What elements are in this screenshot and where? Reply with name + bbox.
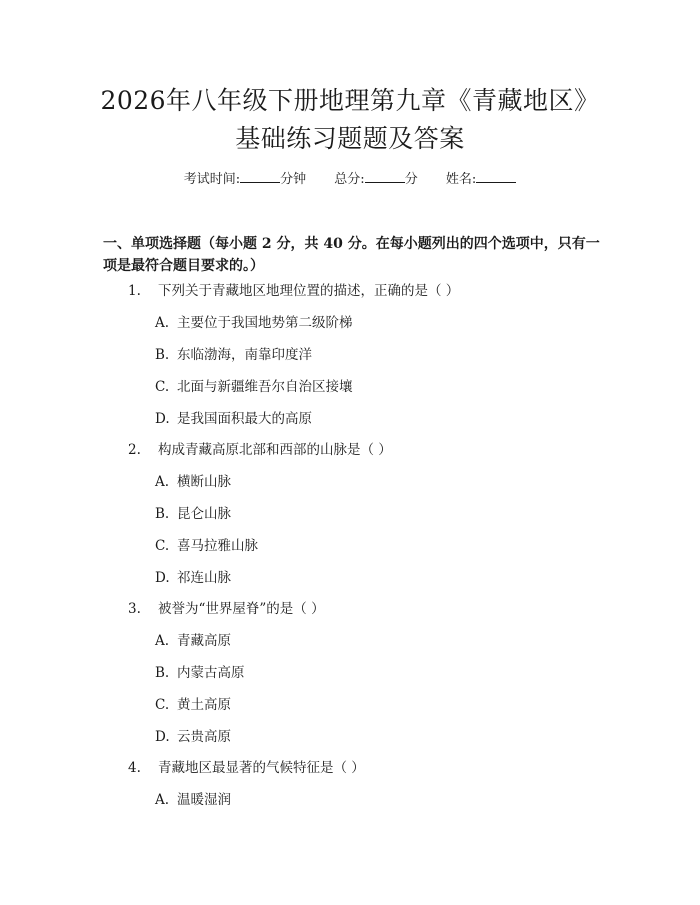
question-1-option-c — [155, 378, 353, 396]
option-text: 横断山脉 — [177, 474, 231, 490]
question-3-option-c — [155, 696, 231, 714]
exam-meta-row — [0, 170, 700, 189]
document-title-line1: 2026年八年级下册地理第九章《青藏地区》 — [100, 86, 600, 115]
question-1-option-d — [155, 410, 312, 428]
question-text: 被誉为“世界屋脊”的是（ ） — [158, 601, 325, 617]
option-text: 青藏高原 — [177, 633, 231, 649]
question-3 — [128, 600, 325, 618]
question-number: 2. — [128, 442, 141, 458]
option-text: 是我国面积最大的高原 — [177, 411, 312, 427]
option-text: 黄土高原 — [177, 697, 231, 713]
question-3-option-b — [155, 664, 245, 682]
question-4 — [128, 759, 365, 777]
exam-time-unit: 分钟 — [280, 172, 307, 187]
question-1 — [128, 282, 459, 300]
option-text: 喜马拉雅山脉 — [177, 538, 258, 554]
option-letter: A. — [155, 474, 170, 490]
total-score-label: 总分: — [334, 172, 365, 187]
option-letter: D. — [155, 570, 170, 586]
option-letter: B. — [155, 506, 170, 522]
question-text: 下列关于青藏地区地理位置的描述，正确的是（ ） — [158, 283, 460, 299]
student-name-label: 姓名: — [445, 172, 477, 187]
question-3-option-a — [155, 632, 231, 650]
option-text: 内蒙古高原 — [177, 665, 245, 681]
option-letter: D. — [155, 411, 170, 427]
total-score-blank — [365, 170, 405, 183]
question-text: 构成青藏高原北部和西部的山脉是（ ） — [158, 442, 392, 458]
option-letter: A. — [155, 792, 170, 808]
total-score-unit: 分 — [404, 172, 418, 187]
option-letter: B. — [155, 665, 170, 681]
question-number: 4. — [128, 760, 141, 776]
question-2-option-c — [155, 537, 258, 555]
option-text: 温暖湿润 — [177, 792, 231, 808]
option-letter: D. — [155, 729, 170, 745]
option-text: 东临渤海，南靠印度洋 — [177, 347, 312, 363]
exam-time-blank — [240, 170, 280, 183]
question-2-option-b — [155, 505, 231, 523]
question-2 — [128, 441, 392, 459]
option-letter: C. — [155, 538, 170, 554]
student-name-field — [446, 170, 516, 189]
question-number: 1. — [128, 283, 141, 299]
option-letter: B. — [155, 347, 170, 363]
question-2-option-d — [155, 569, 231, 587]
question-1-option-a — [155, 314, 353, 332]
section-heading: 一、单项选择题（每小题 2 分，共 40 分。在每小题列出的四个选项中，只有一项是最符合题目要求的。） — [103, 236, 600, 274]
option-text: 主要位于我国地势第二级阶梯 — [177, 315, 353, 331]
question-2-option-a — [155, 473, 231, 491]
question-4-option-a — [155, 791, 231, 809]
option-text: 云贵高原 — [177, 729, 231, 745]
option-letter: C. — [155, 379, 170, 395]
option-letter: A. — [155, 633, 170, 649]
question-3-option-d — [155, 728, 231, 746]
option-text: 祁连山脉 — [177, 570, 231, 586]
student-name-blank — [476, 170, 516, 183]
document-title-line2: 基础练习题题及答案 — [235, 124, 465, 153]
exam-time-field — [184, 170, 306, 189]
option-text: 北面与新疆维吾尔自治区接壤 — [177, 379, 353, 395]
question-text: 青藏地区最显著的气候特征是（ ） — [158, 760, 365, 776]
option-letter: A. — [155, 315, 170, 331]
question-1-option-b — [155, 346, 312, 364]
total-score-field — [334, 170, 417, 189]
question-number: 3. — [128, 601, 141, 617]
option-text: 昆仑山脉 — [177, 506, 231, 522]
exam-time-label: 考试时间: — [183, 172, 241, 187]
option-letter: C. — [155, 697, 170, 713]
